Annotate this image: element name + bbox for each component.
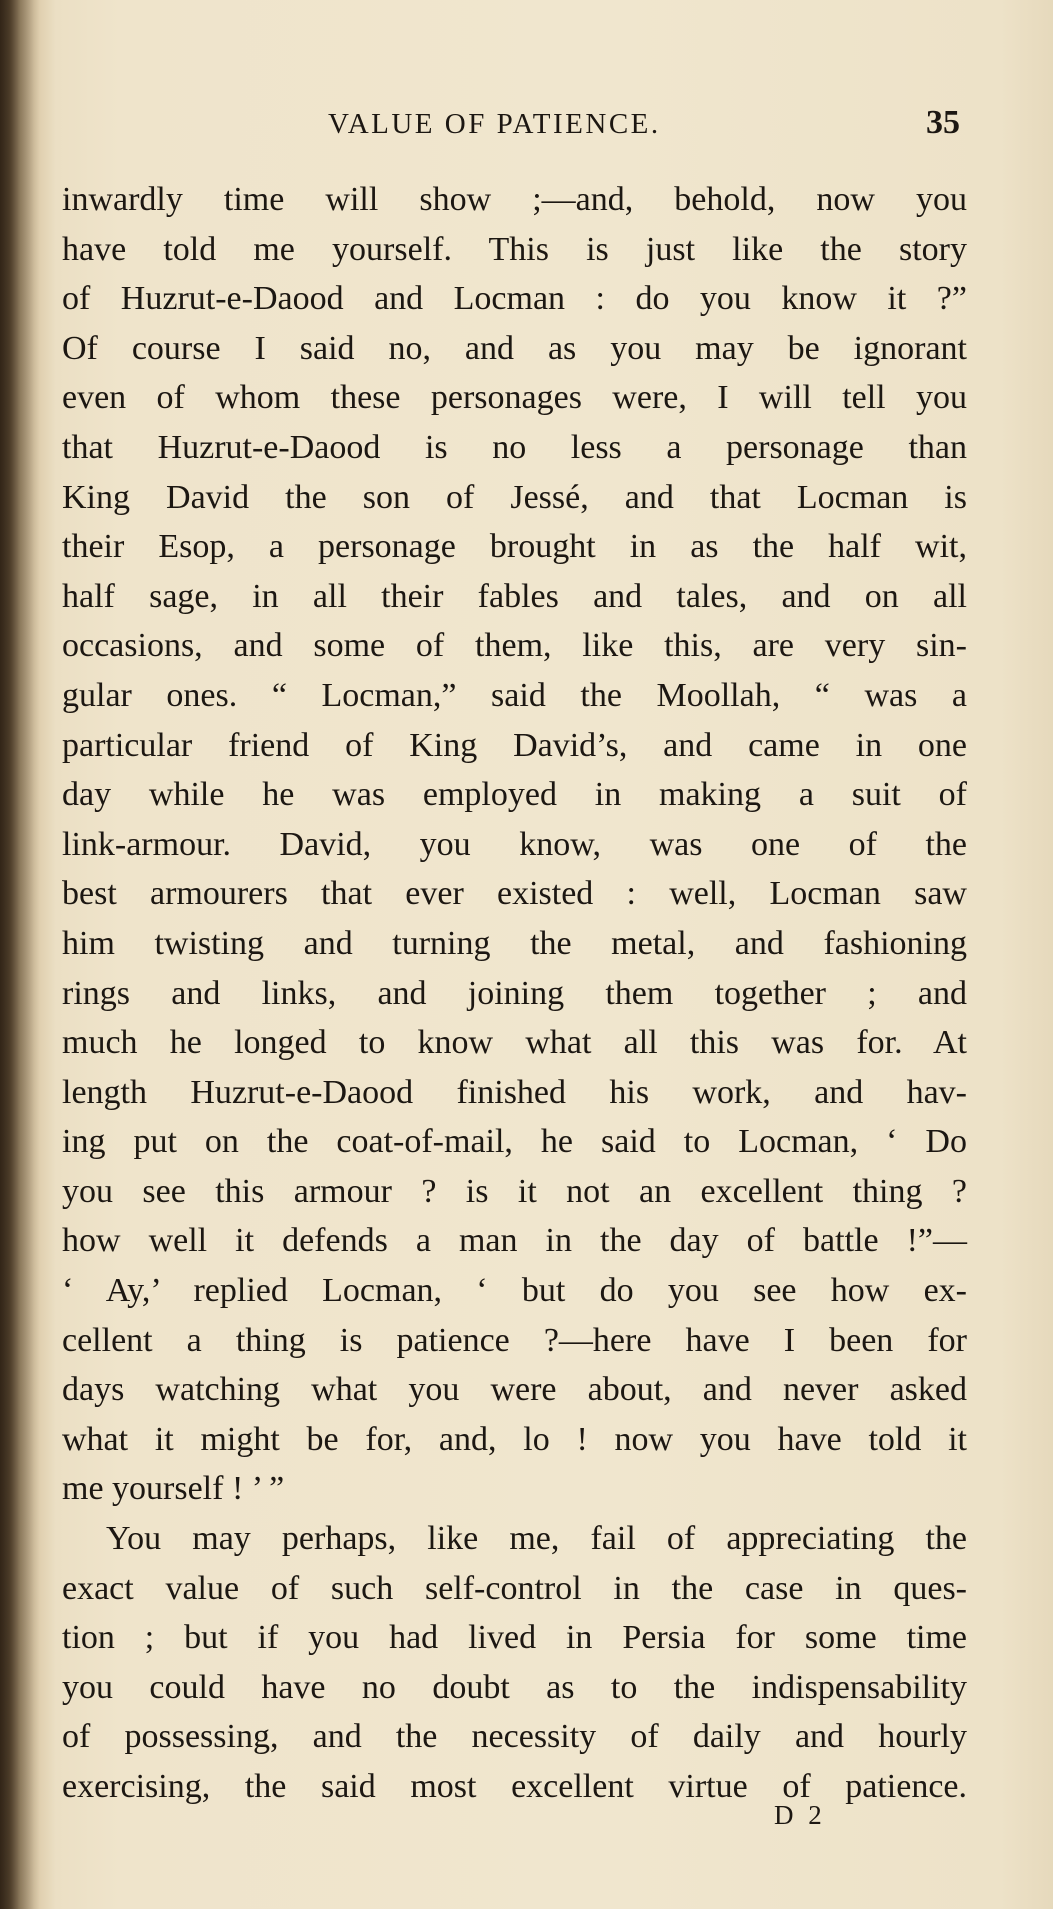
text-line: of Huzrut-e-Daood and Locman : do you know it ?” [62,280,967,318]
text-line: inwardly time will show ;—and, behold, now you [62,181,967,218]
text-line: exercising, the said most excellent virtue of patience. [62,1768,967,1805]
text-line: exact value of such self-control in the case in ques- [62,1569,967,1607]
text-line: link-armour. David, you know, was one of the [62,825,967,863]
text-line: occasions, and some of them, like this, are very sin- [62,627,967,665]
text-line: gular ones. “ Locman,” said the Moollah, “ was a [62,676,967,714]
text-line: have told me yourself. This is just like the story [62,230,967,268]
text-line: how well it defends a man in the day of battle !”— [62,1222,967,1260]
running-title: VALUE OF PATIENCE. [328,108,661,140]
text-line: length Huzrut-e-Daood finished his work, and hav- [62,1073,967,1111]
body-text [62,175,967,1812]
text-line: him twisting and turning the metal, and fashioning [62,924,967,962]
text-line: even of whom these personages were, I will tell you [62,379,967,417]
text-line: of possessing, and the necessity of daily and hourly [62,1718,967,1756]
text-line: their Esop, a personage brought in as the half wit, [62,528,967,566]
signature-mark: D 2 [774,1800,826,1830]
text-line: best armourers that ever existed : well, Locman saw [62,875,967,913]
text-line: day while he was employed in making a suit of [62,776,967,814]
text-line: half sage, in all their fables and tales, and on all [62,577,967,615]
text-line: that Huzrut-e-Daood is no less a personage than [62,428,967,466]
text-line: much he longed to know what all this was for. At [62,1024,967,1062]
page-header [0,100,1053,150]
text-line: ing put on the coat-of-mail, he said to Locman, ‘ Do [62,1123,967,1161]
text-line: tion ; but if you had lived in Persia for some time [62,1619,967,1657]
text-line: Of course I said no, and as you may be ignorant [62,329,967,367]
text-line: King David the son of Jessé, and that Locman is [62,478,967,516]
page-number: 35 [926,104,960,141]
text-line: days watching what you were about, and never asked [62,1371,967,1409]
text-line: you could have no doubt as to the indispensability [62,1668,967,1706]
text-line: particular friend of King David’s, and came in one [62,726,967,764]
text-line: cellent a thing is patience ?—here have I been for [62,1321,967,1359]
binding-shadow [0,0,40,1909]
text-line: ‘ Ay,’ replied Locman, ‘ but do you see how ex- [62,1272,967,1310]
paragraph-first-line: You may perhaps, like me, fail of appreciating the [106,1520,967,1558]
text-line: what it might be for, and, lo ! now you have told it [62,1420,967,1458]
text-line: me yourself ! ’ ” [62,1470,285,1508]
text-line: rings and links, and joining them together ; and [62,974,967,1012]
text-line: you see this armour ? is it not an excellent thing ? [62,1172,967,1210]
